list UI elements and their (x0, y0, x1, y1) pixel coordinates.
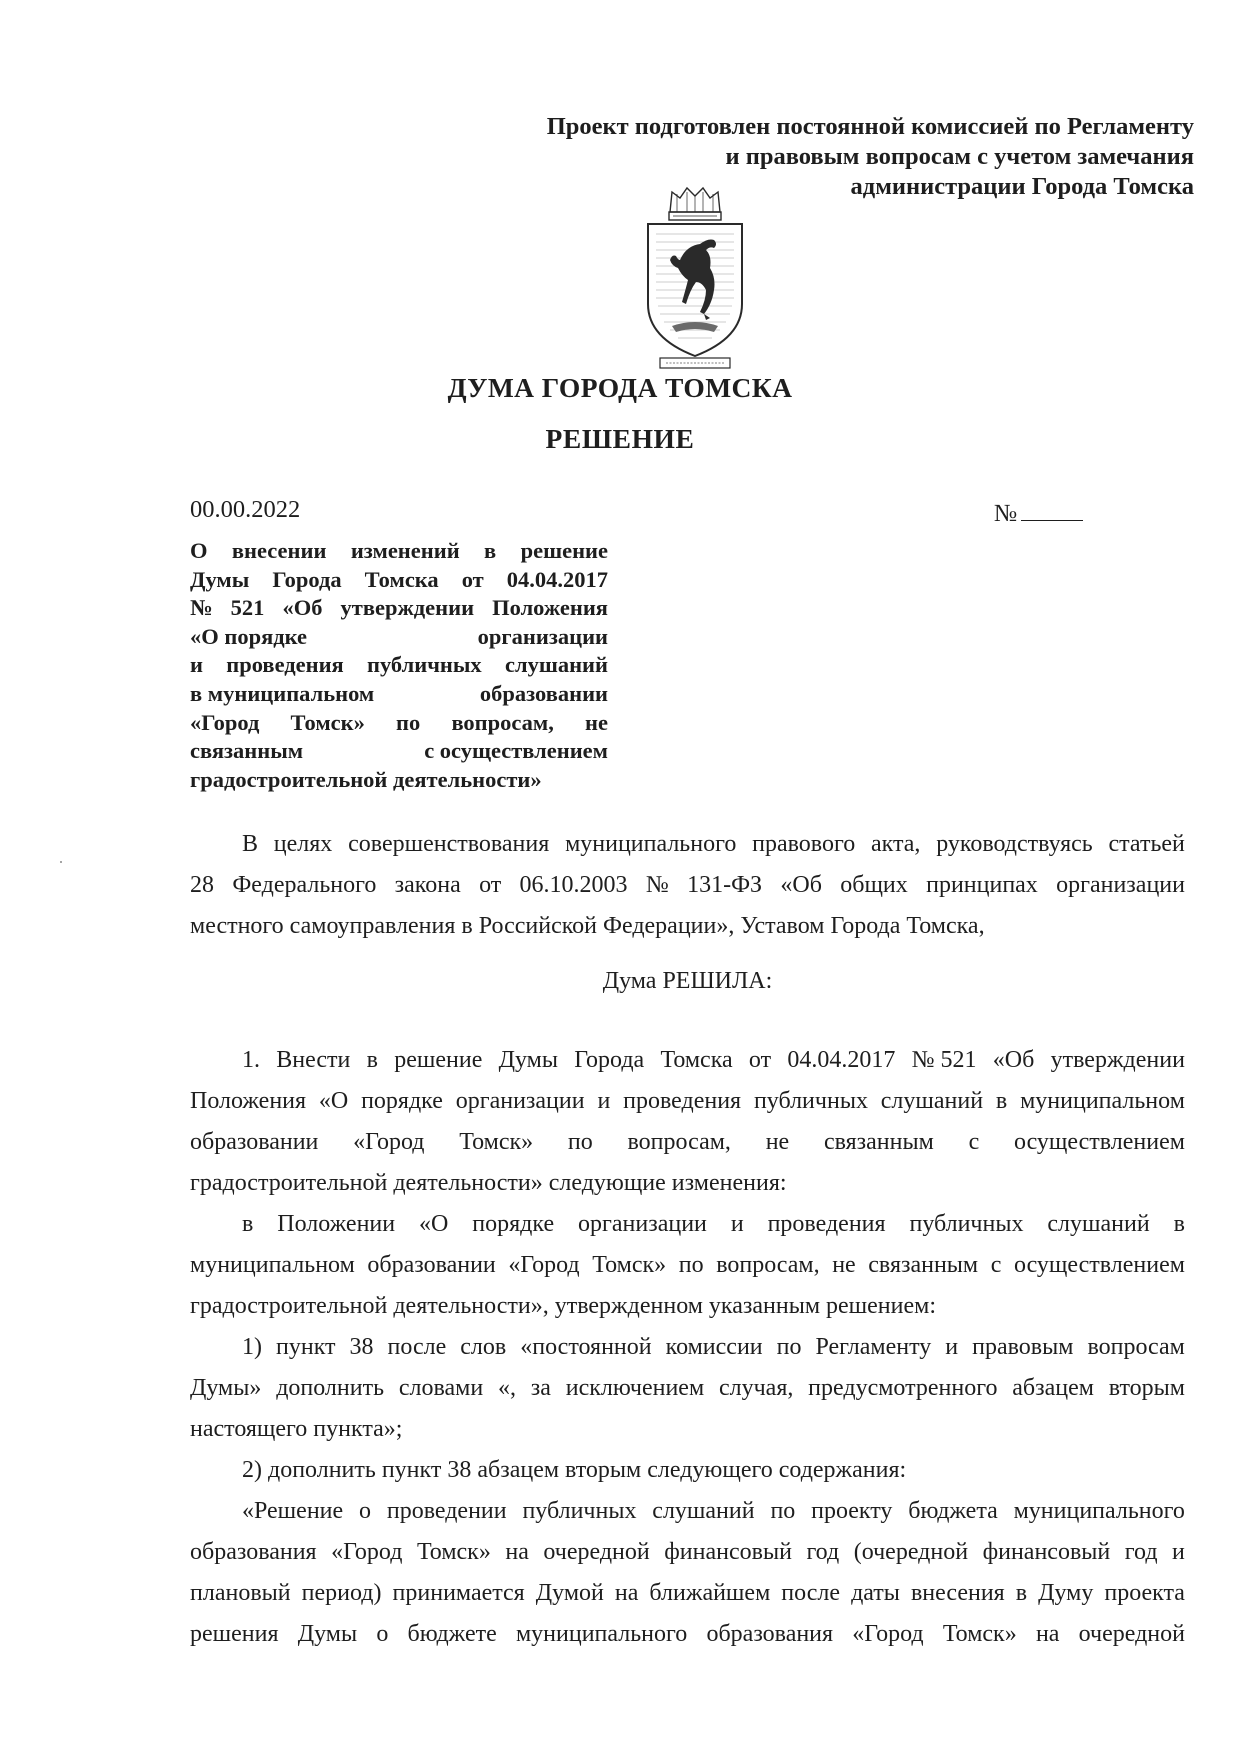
word: порядке (361, 1088, 443, 1114)
word: «Об (282, 595, 323, 621)
header-note-line: Проект подготовлен постоянной комиссией по Регламенту (546, 113, 1194, 140)
word: 2) дополнить пункт 38 абзацем вторым следующего содержания: (242, 1457, 907, 1483)
word: «Город (190, 709, 260, 735)
word: внесения (910, 1580, 1005, 1606)
word: слушаний (652, 1498, 755, 1524)
word: «Об (780, 872, 822, 898)
word: «О (318, 1088, 349, 1114)
word: 131-ФЗ (687, 872, 763, 898)
word: даты (851, 1580, 900, 1606)
subject-line (190, 566, 608, 595)
word: финансовый (982, 1539, 1111, 1565)
word: на (505, 1539, 529, 1565)
word: муниципального (1013, 1498, 1185, 1524)
number-label: № (994, 500, 1018, 527)
scan-speck (60, 861, 62, 863)
word: в (995, 1088, 1008, 1114)
word: 04.04.2017 (506, 566, 608, 592)
word: Положения (492, 595, 608, 621)
word: (очередной (853, 1539, 969, 1565)
word: на (1035, 1621, 1060, 1647)
word: проекта (1104, 1580, 1185, 1606)
word: осуществлением (1013, 1252, 1185, 1278)
word: градостроительной деятельности», утвержденном указанным решением: (190, 1293, 936, 1319)
word: не (765, 1129, 790, 1155)
word: Томск» (416, 1539, 491, 1565)
word: решения (190, 1621, 279, 1647)
word: от (748, 1047, 772, 1073)
word: утверждении (340, 595, 475, 621)
word: проведения (623, 1088, 742, 1114)
document-type: РЕШЕНИЕ (545, 423, 695, 454)
word: после (781, 1580, 841, 1606)
resolved-heading: Дума РЕШИЛА: (602, 968, 773, 994)
word: в (366, 1047, 378, 1073)
word: бюджета (908, 1498, 998, 1524)
word: в (484, 538, 497, 563)
word: абзацем (1012, 1375, 1094, 1401)
word: связанным (868, 1252, 979, 1278)
word: по (770, 1498, 796, 1524)
header-note-line: администрации Города Томска (850, 173, 1194, 200)
word: ближайшем (649, 1580, 771, 1606)
word: не (585, 709, 608, 735)
word: Думы (498, 1047, 558, 1073)
word: образовании (190, 1129, 319, 1155)
word: Города (272, 566, 342, 592)
word: принимается (392, 1580, 525, 1606)
subject-line (190, 537, 608, 566)
word: акта, (870, 831, 921, 857)
word: очередной (1078, 1621, 1185, 1647)
word: Томск» (290, 709, 365, 735)
word: образовании (479, 680, 608, 706)
word: настоящего пункта»; (190, 1416, 403, 1442)
word: год (1124, 1539, 1158, 1565)
word: Томск» (459, 1129, 534, 1155)
subject-line (190, 737, 608, 766)
word: вторым (1108, 1375, 1185, 1401)
paragraph-line (190, 1122, 1185, 1163)
subject-line (190, 766, 608, 795)
word: В (242, 831, 259, 857)
word: Томск» (942, 1621, 1017, 1647)
word: в (1015, 1580, 1028, 1606)
preamble-line (190, 824, 1185, 865)
word: решение (520, 538, 608, 563)
word: организации (455, 1088, 585, 1114)
word: от (461, 566, 484, 592)
word: целях (273, 831, 333, 857)
word: связанным (190, 738, 304, 764)
word: «Город (353, 1129, 425, 1155)
word: Положении (277, 1211, 396, 1237)
word: бюджете (407, 1621, 497, 1647)
word: 1) (242, 1334, 262, 1360)
word: муниципальном (1020, 1088, 1185, 1114)
decision-date: 00.00.2022 (190, 496, 301, 523)
word: «Решение (242, 1498, 344, 1524)
word: внесении (231, 538, 327, 563)
word: период) (301, 1580, 382, 1606)
word: и (945, 1334, 959, 1360)
word: по (678, 1252, 704, 1278)
header-note-line: и правовым вопросам с учетом замечания (725, 143, 1194, 170)
paragraph (190, 1204, 1185, 1327)
word: о (359, 1498, 371, 1524)
word: «Город (331, 1539, 403, 1565)
preamble (190, 824, 1185, 947)
paragraph-line (190, 1040, 1185, 1081)
word: Думу (1038, 1580, 1094, 1606)
word: изменений (350, 538, 460, 563)
word: Положения (190, 1088, 307, 1114)
word: в (1173, 1211, 1185, 1237)
word: от (479, 872, 502, 898)
word: публичных (367, 652, 482, 678)
word: № (190, 595, 213, 621)
word: слушаний (1047, 1211, 1150, 1237)
subject-line (190, 651, 608, 680)
word: 06.10.2003 (519, 872, 628, 898)
word: по (776, 1334, 802, 1360)
paragraph (190, 1450, 1185, 1491)
paragraph-line (190, 1081, 1185, 1122)
tomsk-coat-of-arms-icon (642, 186, 748, 372)
word: 38 (349, 1334, 374, 1360)
word: осуществлением (1013, 1129, 1185, 1155)
word: год (806, 1539, 840, 1565)
decision-subject (190, 537, 608, 794)
word: после (387, 1334, 447, 1360)
word: за (530, 1375, 551, 1401)
word: закона (394, 872, 461, 898)
word: проведении (386, 1498, 507, 1524)
word: по (567, 1129, 593, 1155)
word: муниципальном (190, 1252, 355, 1278)
word: комиссии (665, 1334, 763, 1360)
paragraph-line (190, 1286, 1185, 1327)
paragraph-line (190, 1573, 1185, 1614)
word: предусмотренного (808, 1375, 998, 1401)
number-blank (1021, 498, 1083, 521)
word: публичных (522, 1498, 637, 1524)
word: «Город (508, 1252, 580, 1278)
word: с (968, 1129, 980, 1155)
word: местного самоуправления в Российской Федерации», Уставом Города Томска, (190, 913, 985, 939)
word: статьей (1108, 831, 1185, 857)
subject-line (190, 709, 608, 738)
word: Думой (535, 1580, 604, 1606)
word: 1. (242, 1047, 260, 1073)
paragraph-line (190, 1532, 1185, 1573)
word: «, (497, 1375, 516, 1401)
paragraph-line (190, 1450, 1185, 1491)
word: образования (190, 1539, 317, 1565)
paragraph-line (190, 1204, 1185, 1245)
paragraph-line (190, 1245, 1185, 1286)
word: о (376, 1621, 389, 1647)
word: Томска (364, 566, 439, 592)
word: общих (840, 872, 908, 898)
word: «Об (992, 1047, 1035, 1073)
paragraph-line (190, 1614, 1185, 1655)
paragraph (190, 1491, 1185, 1655)
paragraph-line (190, 1368, 1185, 1409)
word: 04.04.2017 (787, 1047, 896, 1073)
word: «О (419, 1211, 449, 1237)
word: на (614, 1580, 639, 1606)
word: правовым (972, 1334, 1074, 1360)
word: Внести (276, 1047, 351, 1073)
word: проекту (811, 1498, 893, 1524)
word: образовании (367, 1252, 496, 1278)
word: Думы (297, 1621, 358, 1647)
paragraph (190, 1040, 1185, 1204)
word: пункт (276, 1334, 336, 1360)
word: случая, (718, 1375, 794, 1401)
resolved-heading-wrap (190, 968, 1185, 995)
subject-line (190, 594, 608, 623)
word: словами (398, 1375, 484, 1401)
word: утверждении (1050, 1047, 1185, 1073)
word: в муниципальном (190, 680, 375, 706)
word: не (832, 1252, 856, 1278)
word: плановый (190, 1580, 291, 1606)
word: градостроительной деятельности» (190, 766, 542, 792)
header-note (494, 112, 1194, 202)
word: дополнить (276, 1375, 385, 1401)
word: финансовый (664, 1539, 792, 1565)
word: руководствуясь (936, 831, 1093, 857)
word: порядке (472, 1211, 555, 1237)
word: и (597, 1088, 611, 1114)
word: слов (460, 1334, 507, 1360)
word: О (190, 538, 208, 563)
word: вопросам, (451, 709, 554, 735)
preamble-line (190, 906, 1185, 947)
word: градостроительной деятельности» следующие изменения: (190, 1170, 787, 1196)
paragraph-line (190, 1327, 1185, 1368)
word: Думы (190, 566, 250, 592)
word: 521 (230, 595, 265, 621)
word: организации (477, 623, 608, 649)
word: проведения (767, 1211, 886, 1237)
word: с (990, 1252, 1002, 1278)
word: решение (394, 1047, 483, 1073)
word: образования (706, 1621, 834, 1647)
word: Города (574, 1047, 645, 1073)
word: очередной (543, 1539, 650, 1565)
word: с осуществлением (424, 738, 608, 764)
word: принципах (926, 872, 1038, 898)
paragraph-line (190, 1409, 1185, 1450)
word: проведения (226, 652, 344, 678)
word: публичных (753, 1088, 868, 1114)
word: по (396, 709, 421, 735)
word: Томска (660, 1047, 733, 1073)
word: вопросам, (627, 1129, 731, 1155)
word: «О порядке (190, 623, 308, 649)
word: слушаний (880, 1088, 984, 1114)
word: Федерального (232, 872, 377, 898)
paragraph (190, 1327, 1185, 1450)
word: правового (752, 831, 856, 857)
word: организации (1056, 872, 1185, 898)
word: и (190, 652, 203, 678)
subject-line (190, 680, 608, 709)
paragraph-line (190, 1491, 1185, 1532)
word: исключением (565, 1375, 705, 1401)
word: публичных (909, 1211, 1024, 1237)
subject-line (190, 623, 608, 652)
org-title: ДУМА ГОРОДА ТОМСКА (447, 372, 793, 403)
word: «постоянной (520, 1334, 652, 1360)
word: «Город (852, 1621, 924, 1647)
word: слушаний (504, 652, 608, 678)
word: в (242, 1211, 254, 1237)
preamble-line (190, 865, 1185, 906)
decision-number (994, 498, 1083, 528)
word: № 521 (911, 1047, 977, 1073)
word: и (730, 1211, 744, 1237)
paragraph-line (190, 1163, 1185, 1204)
word: совершенствования (348, 831, 550, 857)
word: 28 (190, 872, 214, 898)
word: вопросам, (716, 1252, 820, 1278)
decision-body (190, 1040, 1185, 1655)
word: Думы» (190, 1375, 262, 1401)
word: № (645, 872, 669, 898)
word: организации (578, 1211, 707, 1237)
word: связанным (823, 1129, 934, 1155)
word: Томск» (592, 1252, 667, 1278)
word: Регламенту (815, 1334, 932, 1360)
word: муниципального (515, 1621, 688, 1647)
word: муниципального (565, 831, 737, 857)
word: вопросам (1087, 1334, 1185, 1360)
word: и (1172, 1539, 1185, 1565)
